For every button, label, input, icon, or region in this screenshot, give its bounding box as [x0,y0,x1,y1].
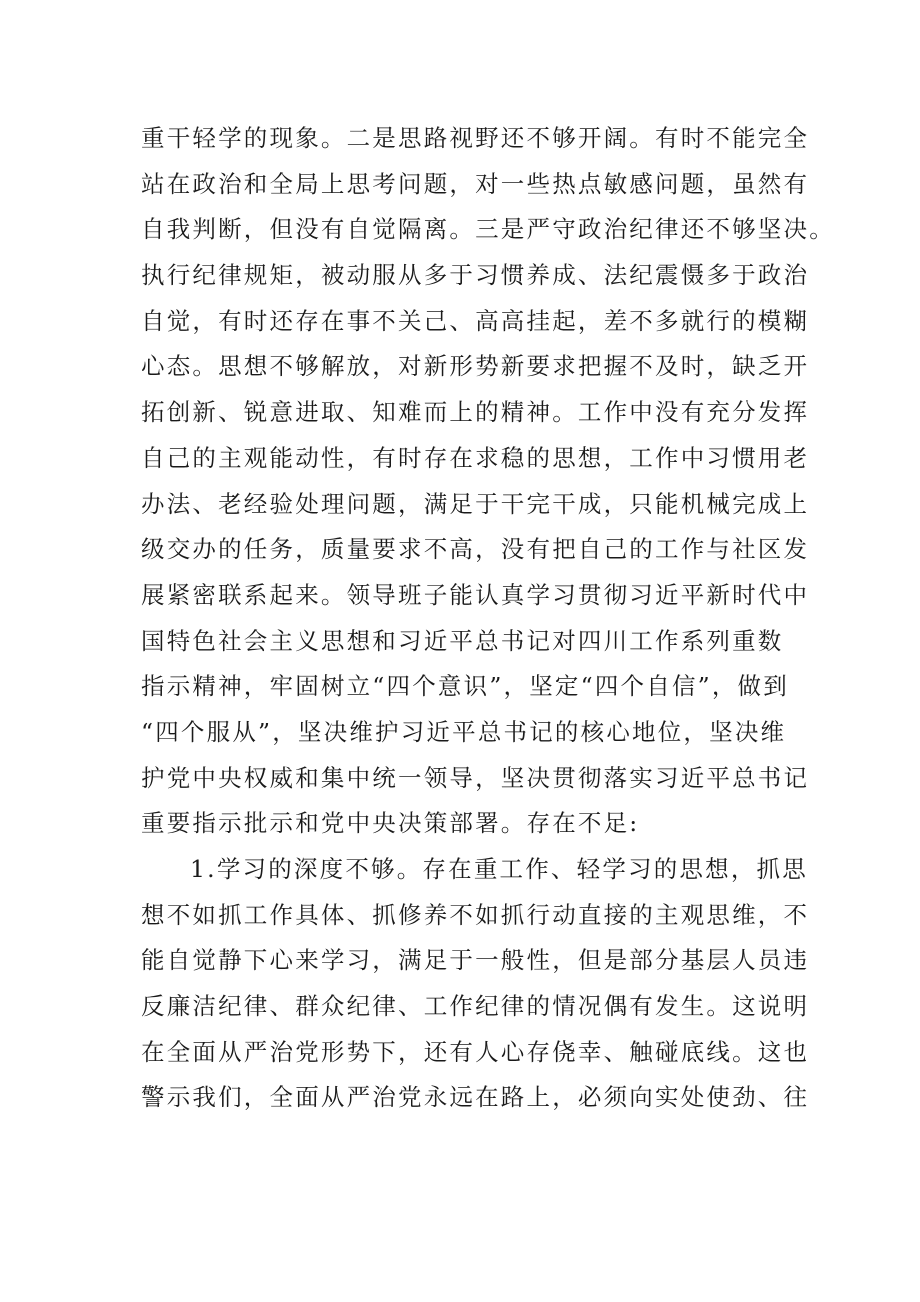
text-line: 自觉，有时还存在事不关己、高高挂起，差不多就行的模糊 [141,306,810,335]
text-line: 国特色社会主义思想和习近平总书记对四川工作系列重数 [141,626,784,655]
text-line: 指示精神，牢固树立“四个意识”，坚定“四个自信”，做到 [141,672,789,701]
text-line: 办法、老经验处理问题，满足于干完干成，只能机械完成上 [141,489,810,518]
text-line: 执行纪律规矩，被动服从多于习惯养成、法纪震慑多于政治 [141,261,810,290]
text-line: 拓创新、锐意进取、知难而上的精神。工作中没有充分发挥 [141,398,810,427]
text-line: 级交办的任务，质量要求不高，没有把自己的工作与社区发 [141,535,810,564]
text-line: 自己的主观能动性，有时存在求稳的思想，工作中习惯用老 [141,443,810,472]
text-line: 反廉洁纪律、群众纪律、工作纪律的情况偶有发生。这说明 [141,992,810,1021]
text-line: 站在政治和全局上思考问题，对一些热点敏感问题，虽然有 [141,169,810,198]
text-line: “四个服从”，坚决维护习近平总书记的核心地位，坚决维 [141,717,787,746]
document-body [141,116,835,1121]
text-line: 想不如抓工作具体、抓修养不如抓行动直接的主观思维，不 [141,900,810,929]
text-line: 在全面从严治党形势下，还有人心存侥幸、触碰底线。这也 [141,1037,810,1066]
text-line: 重干轻学的现象。二是思路视野还不够开阔。有时不能完全 [141,124,810,152]
paragraph-2 [141,847,810,1121]
text-line: 能自觉静下心来学习，满足于一般性，但是部分基层人员违 [141,946,810,975]
text-line: 心态。思想不够解放，对新形势新要求把握不及时，缺乏开 [141,352,810,381]
text-line: 警示我们，全面从严治党永远在路上，必须向实处使劲、往 [141,1083,810,1112]
text-line: 重要指示批示和党中央决策部署。存在不足: [141,809,640,838]
text-line: 自我判断，但没有自觉隔离。三是严守政治纪律还不够坚决。 [141,215,835,244]
text-line: 展紧密联系起来。领导班子能认真学习贯彻习近平新时代中 [141,580,810,609]
text-line: 1.学习的深度不够。存在重工作、轻学习的思想，抓思 [190,855,808,883]
paragraph-1 [141,116,835,847]
text-line: 护党中央权威和集中统一领导，坚决贯彻落实习近平总书记 [141,763,810,792]
